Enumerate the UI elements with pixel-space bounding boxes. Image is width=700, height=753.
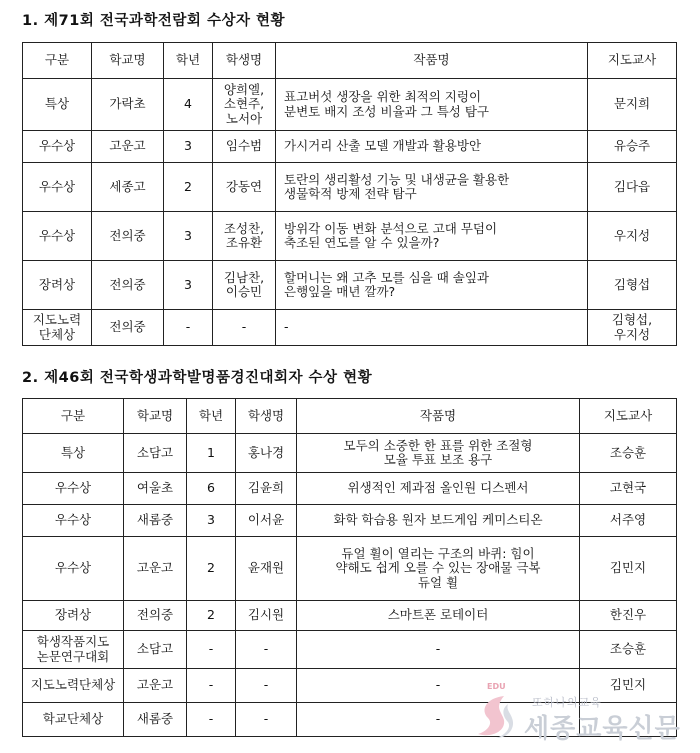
student-cell: - [213, 310, 276, 346]
teacher-cell: 고현국 [580, 473, 677, 505]
table-row [23, 631, 677, 669]
teacher-cell: 김형섭, 우지성 [588, 310, 677, 346]
header-student: 학생명 [213, 43, 276, 79]
school-cell: 고운고 [92, 131, 164, 163]
school-cell: 새롬중 [124, 703, 187, 737]
student-cell: 이서윤 [236, 505, 297, 537]
school-cell: 가락초 [92, 79, 164, 131]
grade-cell: 1 [187, 434, 236, 473]
student-cell: 양희엘, 소현주, 노서아 [213, 79, 276, 131]
teacher-cell: 김다읍 [588, 163, 677, 212]
student-cell: 윤재원 [236, 537, 297, 601]
teacher-cell: 김형섭 [588, 261, 677, 310]
award-cell: 지도노력 단체상 [23, 310, 92, 346]
table-row [23, 212, 677, 261]
grade-cell: 2 [187, 537, 236, 601]
header-teacher: 지도교사 [588, 43, 677, 79]
table-row [23, 131, 677, 163]
table-row [23, 473, 677, 505]
work-title-cell: 토란의 생리활성 기능 및 내생균을 활용한 생물학적 방제 전략 탐구 [276, 163, 588, 212]
school-cell: 전의중 [92, 261, 164, 310]
work-title-cell: 모두의 소중한 한 표를 위한 조절형 모율 투표 보조 용구 [297, 434, 580, 473]
student-cell: 임수범 [213, 131, 276, 163]
grade-cell: 2 [164, 163, 213, 212]
work-title-cell: 스마트폰 로테이터 [297, 601, 580, 631]
school-cell: 고운고 [124, 669, 187, 703]
work-title-cell: 가시거리 산출 모델 개발과 활용방안 [276, 131, 588, 163]
work-title-cell: 표고버섯 생장을 위한 최적의 지렁이 분변토 배지 조성 비율과 그 특성 탐구 [276, 79, 588, 131]
school-cell: 여울초 [124, 473, 187, 505]
student-cell: - [236, 669, 297, 703]
grade-cell: - [164, 310, 213, 346]
school-cell: 소담고 [124, 434, 187, 473]
student-cell: - [236, 703, 297, 737]
student-cell: 홍나경 [236, 434, 297, 473]
header-work: 작품명 [297, 399, 580, 434]
student-cell: - [236, 631, 297, 669]
award-cell: 학교단체상 [23, 703, 124, 737]
school-cell: 새롬중 [124, 505, 187, 537]
header-grade: 학년 [187, 399, 236, 434]
header-school: 학교명 [124, 399, 187, 434]
teacher-cell: 문지희 [588, 79, 677, 131]
work-title-cell: - [297, 669, 580, 703]
table-row [23, 163, 677, 212]
table-header-row [23, 43, 677, 79]
watermark-newspaper-name: 세종교육신문 [524, 714, 681, 744]
work-title-cell: 듀얼 휠이 열리는 구조의 바퀴: 힘이 약해도 쉽게 오를 수 있는 장애물 극복 듀얼 휠 [297, 537, 580, 601]
work-title-cell: 화학 학습용 원자 보드게임 케미스티온 [297, 505, 580, 537]
grade-cell: 3 [164, 261, 213, 310]
award-cell: 장려상 [23, 261, 92, 310]
grade-cell: 6 [187, 473, 236, 505]
table-row [23, 601, 677, 631]
award-cell: 지도노력단체상 [23, 669, 124, 703]
award-cell: 우수상 [23, 537, 124, 601]
header-student: 학생명 [236, 399, 297, 434]
table-row [23, 505, 677, 537]
work-title-cell: 방위각 이동 변화 분석으로 고대 무덤이 축조된 연도를 알 수 있을까? [276, 212, 588, 261]
award-cell: 우수상 [23, 473, 124, 505]
work-title-cell: - [276, 310, 588, 346]
school-cell: 전의중 [92, 310, 164, 346]
teacher-cell: 유승주 [588, 131, 677, 163]
award-cell: 학생작품지도 논문연구대회 [23, 631, 124, 669]
grade-cell: 2 [187, 601, 236, 631]
student-cell: 김시원 [236, 601, 297, 631]
grade-cell: 3 [187, 505, 236, 537]
section1-title: 1. 제71회 전국과학전람회 수상자 현황 [22, 13, 286, 29]
table-row [23, 261, 677, 310]
header-award: 구분 [23, 399, 124, 434]
work-title-cell: 할머니는 왜 고추 모를 심을 때 솔잎과 은행잎을 매년 깔까? [276, 261, 588, 310]
student-cell: 김윤희 [236, 473, 297, 505]
header-award: 구분 [23, 43, 92, 79]
grade-cell: 4 [164, 79, 213, 131]
school-cell: 세종고 [92, 163, 164, 212]
school-cell: 고운고 [124, 537, 187, 601]
award-cell: 우수상 [23, 131, 92, 163]
teacher-cell: 한진우 [580, 601, 677, 631]
school-cell: 전의중 [124, 601, 187, 631]
table-row [23, 310, 677, 346]
teacher-cell: 조승훈 [580, 434, 677, 473]
award-table-science-exhibition [22, 42, 677, 346]
school-cell: 전의중 [92, 212, 164, 261]
award-cell: 특상 [23, 79, 92, 131]
grade-cell: - [187, 631, 236, 669]
grade-cell: 3 [164, 212, 213, 261]
work-title-cell: 위생적인 제과점 올인원 디스펜서 [297, 473, 580, 505]
award-cell: 우수상 [23, 163, 92, 212]
award-table-invention-contest [22, 398, 677, 737]
section2-title: 2. 제46회 전국학생과학발명품경진대회자 수상 현황 [22, 370, 373, 386]
newspaper-logo-icon [474, 690, 518, 740]
header-teacher: 지도교사 [580, 399, 677, 434]
header-grade: 학년 [164, 43, 213, 79]
grade-cell: 3 [164, 131, 213, 163]
table-row [23, 434, 677, 473]
grade-cell: - [187, 703, 236, 737]
header-school: 학교명 [92, 43, 164, 79]
award-cell: 장려상 [23, 601, 124, 631]
student-cell: 강동연 [213, 163, 276, 212]
watermark-edu-text: EDU [487, 682, 506, 691]
header-work: 작품명 [276, 43, 588, 79]
teacher-cell: 김민지 [580, 537, 677, 601]
student-cell: 조성찬, 조유환 [213, 212, 276, 261]
award-cell: 특상 [23, 434, 124, 473]
student-cell: 김남찬, 이승민 [213, 261, 276, 310]
table-row [23, 79, 677, 131]
teacher-cell: 서주영 [580, 505, 677, 537]
teacher-cell: 김민지 [580, 669, 677, 703]
grade-cell: - [187, 669, 236, 703]
teacher-cell: 우지성 [588, 212, 677, 261]
work-title-cell: - [297, 631, 580, 669]
table-row [23, 537, 677, 601]
award-cell: 우수상 [23, 212, 92, 261]
teacher-cell: 조승훈 [580, 631, 677, 669]
award-cell: 우수상 [23, 505, 124, 537]
table-header-row [23, 399, 677, 434]
watermark-slogan: 또하나의교육 [532, 696, 602, 709]
work-title-cell: - [297, 703, 580, 737]
school-cell: 소담고 [124, 631, 187, 669]
